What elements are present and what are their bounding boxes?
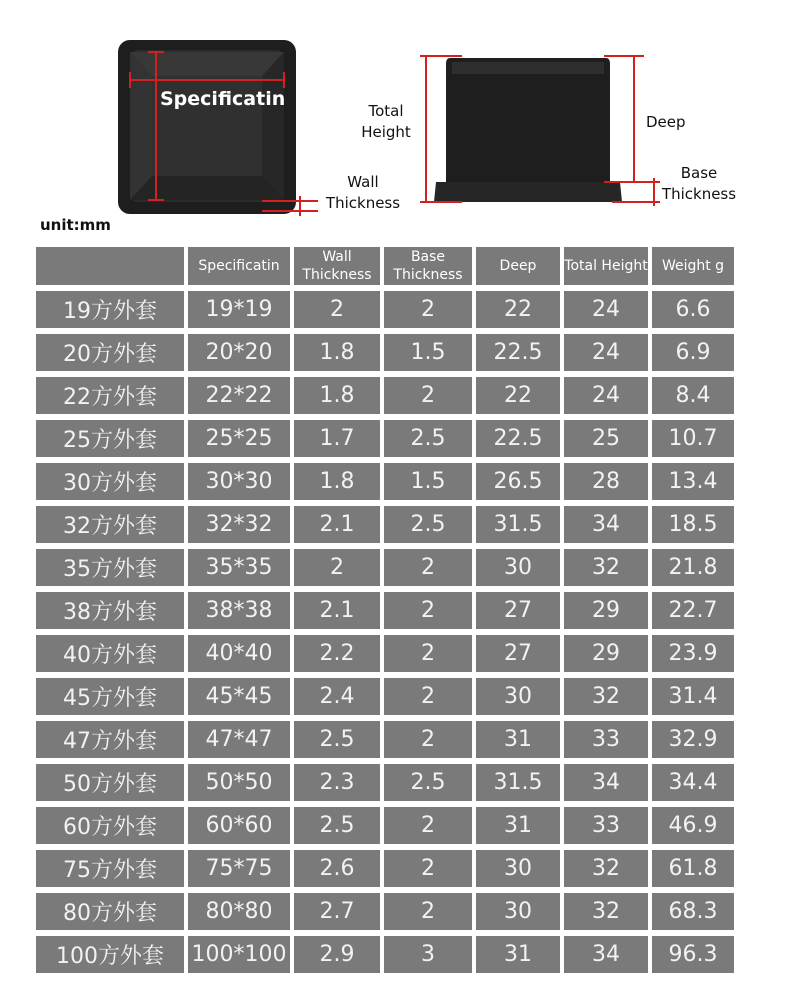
- table-row: [36, 291, 734, 328]
- table-cell: 33: [564, 721, 648, 758]
- table-cell: 31.5: [476, 764, 560, 801]
- table-cell: 31: [476, 936, 560, 973]
- table-cell: 2: [384, 893, 472, 930]
- table-cell: 20*20: [188, 334, 290, 371]
- table-cell: 31: [476, 721, 560, 758]
- table-cell: 2.7: [294, 893, 380, 930]
- table-cell: 96.3: [652, 936, 734, 973]
- table-cell: 80方外套: [36, 893, 184, 930]
- table-cell: 1.5: [384, 463, 472, 500]
- table-cell: 2.5: [294, 721, 380, 758]
- table-cell: 32*32: [188, 506, 290, 543]
- table-cell: 19方外套: [36, 291, 184, 328]
- table-cell: 31.5: [476, 506, 560, 543]
- table-cell: 2.6: [294, 850, 380, 887]
- table-cell: 8.4: [652, 377, 734, 414]
- table-cell: 26.5: [476, 463, 560, 500]
- table-cell: 21.8: [652, 549, 734, 586]
- total-height-label: Total Height: [361, 102, 411, 141]
- table-cell: 46.9: [652, 807, 734, 844]
- table-cell: 31: [476, 807, 560, 844]
- table-cell: 24: [564, 377, 648, 414]
- header-cell: [36, 247, 184, 285]
- table-cell: 29: [564, 635, 648, 672]
- table-cell: 40*40: [188, 635, 290, 672]
- table-cell: 2: [384, 807, 472, 844]
- table-row: [36, 635, 734, 672]
- table-cell: 2: [384, 850, 472, 887]
- table-cell: 10.7: [652, 420, 734, 457]
- table-cell: 3: [384, 936, 472, 973]
- table-cell: 19*19: [188, 291, 290, 328]
- specification-table: [32, 241, 738, 979]
- table-cell: 60*60: [188, 807, 290, 844]
- table-cell: 6.6: [652, 291, 734, 328]
- table-cell: 22方外套: [36, 377, 184, 414]
- table-cell: 2: [384, 291, 472, 328]
- table-cell: 13.4: [652, 463, 734, 500]
- table-cell: 2.1: [294, 506, 380, 543]
- table-cell: 1.8: [294, 377, 380, 414]
- table-row: [36, 807, 734, 844]
- specification-label: Specificatin: [160, 88, 286, 110]
- table-cell: 32.9: [652, 721, 734, 758]
- table-row: [36, 764, 734, 801]
- table-cell: 32: [564, 549, 648, 586]
- table-cell: 38*38: [188, 592, 290, 629]
- product-diagram: [0, 0, 800, 240]
- table-row: [36, 506, 734, 543]
- table-row: [36, 592, 734, 629]
- unit-label: unit:mm: [40, 216, 111, 234]
- table-cell: 68.3: [652, 893, 734, 930]
- table-cell: 2.3: [294, 764, 380, 801]
- table-cell: 22: [476, 291, 560, 328]
- table-row: [36, 721, 734, 758]
- table-cell: 2: [384, 678, 472, 715]
- table-cell: 24: [564, 334, 648, 371]
- deep-label: Deep: [646, 113, 686, 131]
- table-cell: 47*47: [188, 721, 290, 758]
- table-cell: 30方外套: [36, 463, 184, 500]
- header-cell: Total Height: [564, 247, 648, 285]
- table-cell: 22.7: [652, 592, 734, 629]
- table-cell: 2: [294, 291, 380, 328]
- table-cell: 30: [476, 678, 560, 715]
- table-cell: 25: [564, 420, 648, 457]
- table-row: [36, 549, 734, 586]
- table-cell: 32: [564, 893, 648, 930]
- table-cell: 34.4: [652, 764, 734, 801]
- table-cell: 2.5: [384, 506, 472, 543]
- table-cell: 50方外套: [36, 764, 184, 801]
- table-cell: 50*50: [188, 764, 290, 801]
- table-cell: 47方外套: [36, 721, 184, 758]
- table-cell: 30*30: [188, 463, 290, 500]
- table-cell: 2: [294, 549, 380, 586]
- header-cell: Specificatin: [188, 247, 290, 285]
- table-cell: 2: [384, 592, 472, 629]
- table-cell: 2.5: [384, 764, 472, 801]
- table-cell: 31.4: [652, 678, 734, 715]
- base-thickness-label: Base Thickness: [661, 164, 737, 203]
- table-cell: 32: [564, 850, 648, 887]
- table-cell: 1.8: [294, 463, 380, 500]
- table-cell: 2: [384, 635, 472, 672]
- table-cell: 27: [476, 592, 560, 629]
- table-cell: 30: [476, 893, 560, 930]
- table-cell: 40方外套: [36, 635, 184, 672]
- top-view-cap: [118, 40, 296, 214]
- table-row: [36, 850, 734, 887]
- table-cell: 22.5: [476, 420, 560, 457]
- table-cell: 30: [476, 549, 560, 586]
- table-cell: 18.5: [652, 506, 734, 543]
- table-cell: 60方外套: [36, 807, 184, 844]
- header-cell: Base Thickness: [384, 247, 472, 285]
- table-cell: 34: [564, 764, 648, 801]
- table-cell: 24: [564, 291, 648, 328]
- table-cell: 2.5: [384, 420, 472, 457]
- table-cell: 2.1: [294, 592, 380, 629]
- table-row: [36, 420, 734, 457]
- table-cell: 2: [384, 721, 472, 758]
- table-cell: 32方外套: [36, 506, 184, 543]
- table-row: [36, 936, 734, 973]
- table-cell: 25*25: [188, 420, 290, 457]
- header-cell: Weight g: [652, 247, 734, 285]
- table-cell: 2: [384, 377, 472, 414]
- table-row: [36, 463, 734, 500]
- table-cell: 22: [476, 377, 560, 414]
- table-cell: 22*22: [188, 377, 290, 414]
- side-view-cap: [434, 58, 622, 202]
- table-cell: 29: [564, 592, 648, 629]
- table-cell: 35方外套: [36, 549, 184, 586]
- table-cell: 23.9: [652, 635, 734, 672]
- table-cell: 35*35: [188, 549, 290, 586]
- table-cell: 25方外套: [36, 420, 184, 457]
- table-cell: 27: [476, 635, 560, 672]
- table-row: [36, 377, 734, 414]
- wall-thickness-label: Wall Thickness: [325, 173, 401, 212]
- table-cell: 2: [384, 549, 472, 586]
- table-cell: 20方外套: [36, 334, 184, 371]
- header-cell: Wall Thickness: [294, 247, 380, 285]
- table-cell: 1.7: [294, 420, 380, 457]
- table-cell: 75*75: [188, 850, 290, 887]
- table-cell: 22.5: [476, 334, 560, 371]
- table-cell: 45*45: [188, 678, 290, 715]
- table-row: [36, 334, 734, 371]
- table-cell: 28: [564, 463, 648, 500]
- table-cell: 80*80: [188, 893, 290, 930]
- table-row: [36, 893, 734, 930]
- table-cell: 38方外套: [36, 592, 184, 629]
- table-header-row: [36, 247, 734, 285]
- header-cell: Deep: [476, 247, 560, 285]
- table-cell: 1.8: [294, 334, 380, 371]
- table-cell: 61.8: [652, 850, 734, 887]
- table-cell: 1.5: [384, 334, 472, 371]
- table-cell: 2.4: [294, 678, 380, 715]
- table-cell: 2.5: [294, 807, 380, 844]
- table-cell: 34: [564, 506, 648, 543]
- table-cell: 100方外套: [36, 936, 184, 973]
- table-cell: 100*100: [188, 936, 290, 973]
- table-cell: 2.9: [294, 936, 380, 973]
- table-cell: 33: [564, 807, 648, 844]
- table-cell: 45方外套: [36, 678, 184, 715]
- table-row: [36, 678, 734, 715]
- table-cell: 30: [476, 850, 560, 887]
- table-cell: 2.2: [294, 635, 380, 672]
- table-cell: 34: [564, 936, 648, 973]
- table-cell: 75方外套: [36, 850, 184, 887]
- table-cell: 6.9: [652, 334, 734, 371]
- table-cell: 32: [564, 678, 648, 715]
